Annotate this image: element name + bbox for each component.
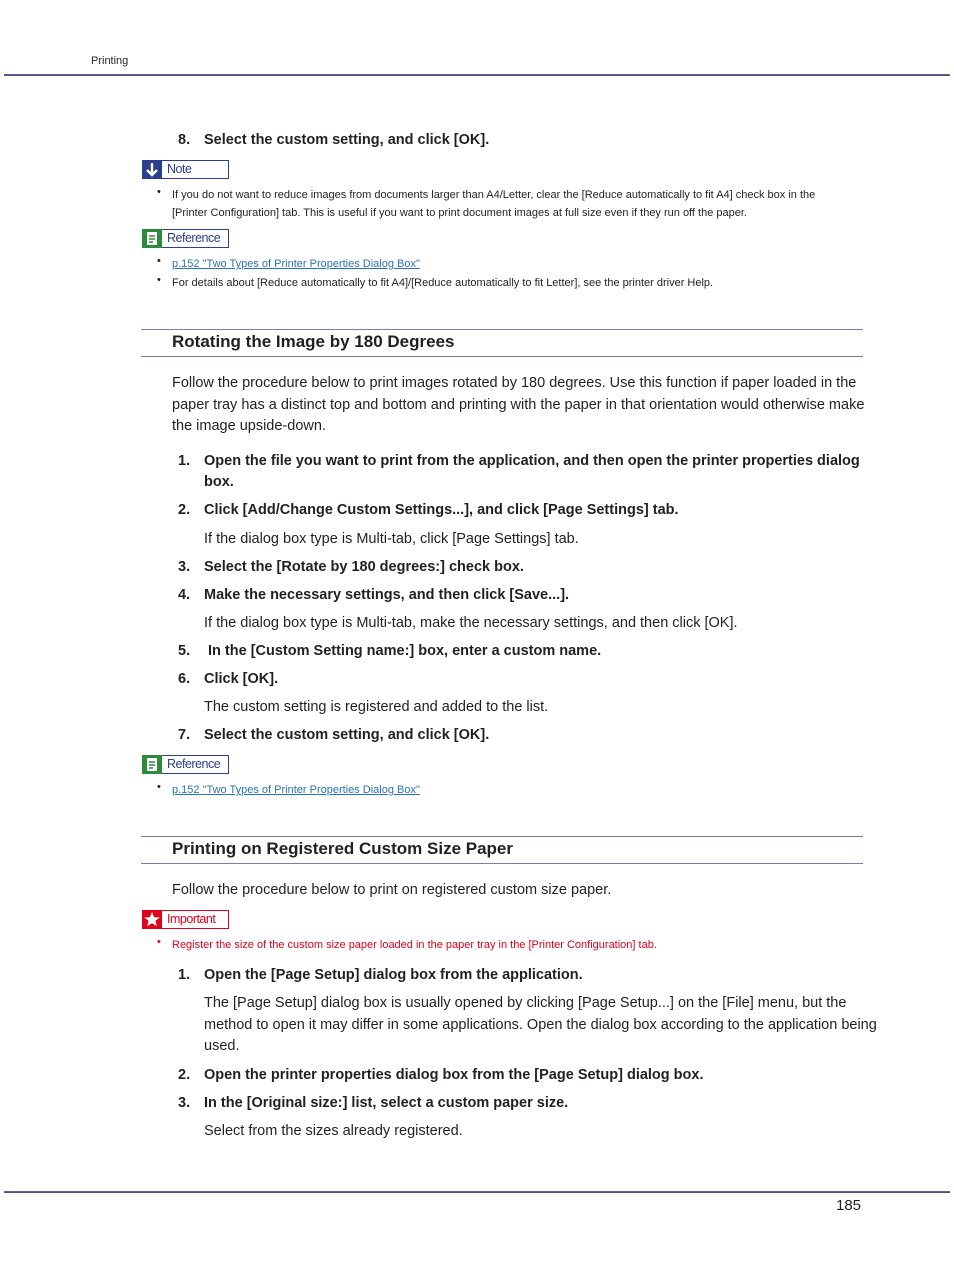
step-number: 2. [178,1067,191,1083]
note-label-text: Note [167,162,192,176]
step-number: 1. [178,453,191,469]
step-number: 3. [178,1095,191,1111]
bullet-dot: • [157,781,161,793]
note-bullet-line-1: If you do not want to reduce images from documents larger than A4/Letter, clear the [Reduce automatically to fit A4] check box in the [172,189,816,201]
step-number: 5. [178,643,191,659]
reference-label-text: Reference [167,757,221,771]
step-text: Click [OK]. [204,671,279,687]
step-text-line-1: Open the file you want to print from the application, and then open the printer properties dialog [204,453,860,469]
step-text-line-2: box. [204,474,234,490]
step-3-detail: Select from the sizes already registered. [204,1123,463,1139]
step-1-detail-line-2: method to open it may differ in some applications. Open the dialog box according to the application being [204,1017,877,1033]
important-label [142,910,229,929]
page-number: 185 [836,1197,862,1214]
intro-line-2: paper tray has a distinct top and bottom and printing with the paper in that orientation would otherwise make [172,397,865,413]
reference-bullet-text: For details about [Reduce automatically to fit A4]/[Reduce automatically to fit Letter], see the printer driver Help. [172,277,714,289]
bullet-dot: • [157,255,161,267]
step-text: Select the [Rotate by 180 degrees:] check box. [204,559,524,575]
step-6-detail: The custom setting is registered and added to the list. [204,699,549,715]
step-number: 1. [178,967,191,983]
reference-label-text: Reference [167,231,221,245]
section-title: Printing on Registered Custom Size Paper [172,839,514,858]
reference-link[interactable]: p.152 "Two Types of Printer Properties Dialog Box" [172,258,420,270]
section-heading-rotate [141,329,863,357]
step-2-detail: If the dialog box type is Multi-tab, click [Page Settings] tab. [204,531,579,547]
step-1-detail-line-1: The [Page Setup] dialog box is usually opened by clicking [Page Setup...] on the [File] menu, but the [204,995,847,1011]
reference-link[interactable]: p.152 "Two Types of Printer Properties Dialog Box" [172,784,420,796]
star-icon [142,910,162,929]
section-title: Rotating the Image by 180 Degrees [172,332,455,351]
reference-label [142,229,229,248]
step-number: 4. [178,587,191,603]
step-4-detail: If the dialog box type is Multi-tab, make the necessary settings, and then click [OK]. [204,615,738,631]
footer-rule [4,1191,950,1193]
step-text: In the [Custom Setting name:] box, enter a custom name. [208,643,602,659]
intro-line-1: Follow the procedure below to print images rotated by 180 degrees. Use this function if paper loaded in the [172,375,857,391]
step-text: Select the custom setting, and click [OK]. [204,132,490,148]
step-number: 3. [178,559,191,575]
note-label [142,160,229,179]
custom-intro: Follow the procedure below to print on registered custom size paper. [172,882,612,898]
important-bullet-text: Register the size of the custom size paper loaded in the paper tray in the [Printer Configuration] tab. [172,939,657,951]
step-number: 6. [178,671,191,687]
bullet-dot: • [157,186,161,198]
note-bullet-line-2: [Printer Configuration] tab. This is useful if you want to print document images at full size even if they run off the paper. [172,207,747,219]
step-text: Open the printer properties dialog box from the [Page Setup] dialog box. [204,1067,704,1083]
step-text: Open the [Page Setup] dialog box from the application. [204,967,583,983]
bullet-dot: • [157,936,161,948]
step-number: 7. [178,727,191,743]
step-number: 8. [178,132,191,148]
step-text: Select the custom setting, and click [OK]. [204,727,490,743]
document-icon [142,229,162,248]
step-1-detail-line-3: used. [204,1038,240,1054]
bullet-dot: • [157,274,161,286]
step-text: In the [Original size:] list, select a custom paper size. [204,1095,569,1111]
down-arrow-icon [142,160,162,179]
document-icon [142,755,162,774]
section-heading-custom-size [141,836,863,864]
important-label-text: Important [167,912,216,926]
step-text: Click [Add/Change Custom Settings...], and click [Page Settings] tab. [204,502,679,518]
step-text: Make the necessary settings, and then click [Save...]. [204,587,570,603]
intro-line-3: the image upside-down. [172,418,326,434]
reference-label [142,755,229,774]
running-header: Printing [91,55,129,67]
header-rule [4,74,950,76]
step-number: 2. [178,502,191,518]
